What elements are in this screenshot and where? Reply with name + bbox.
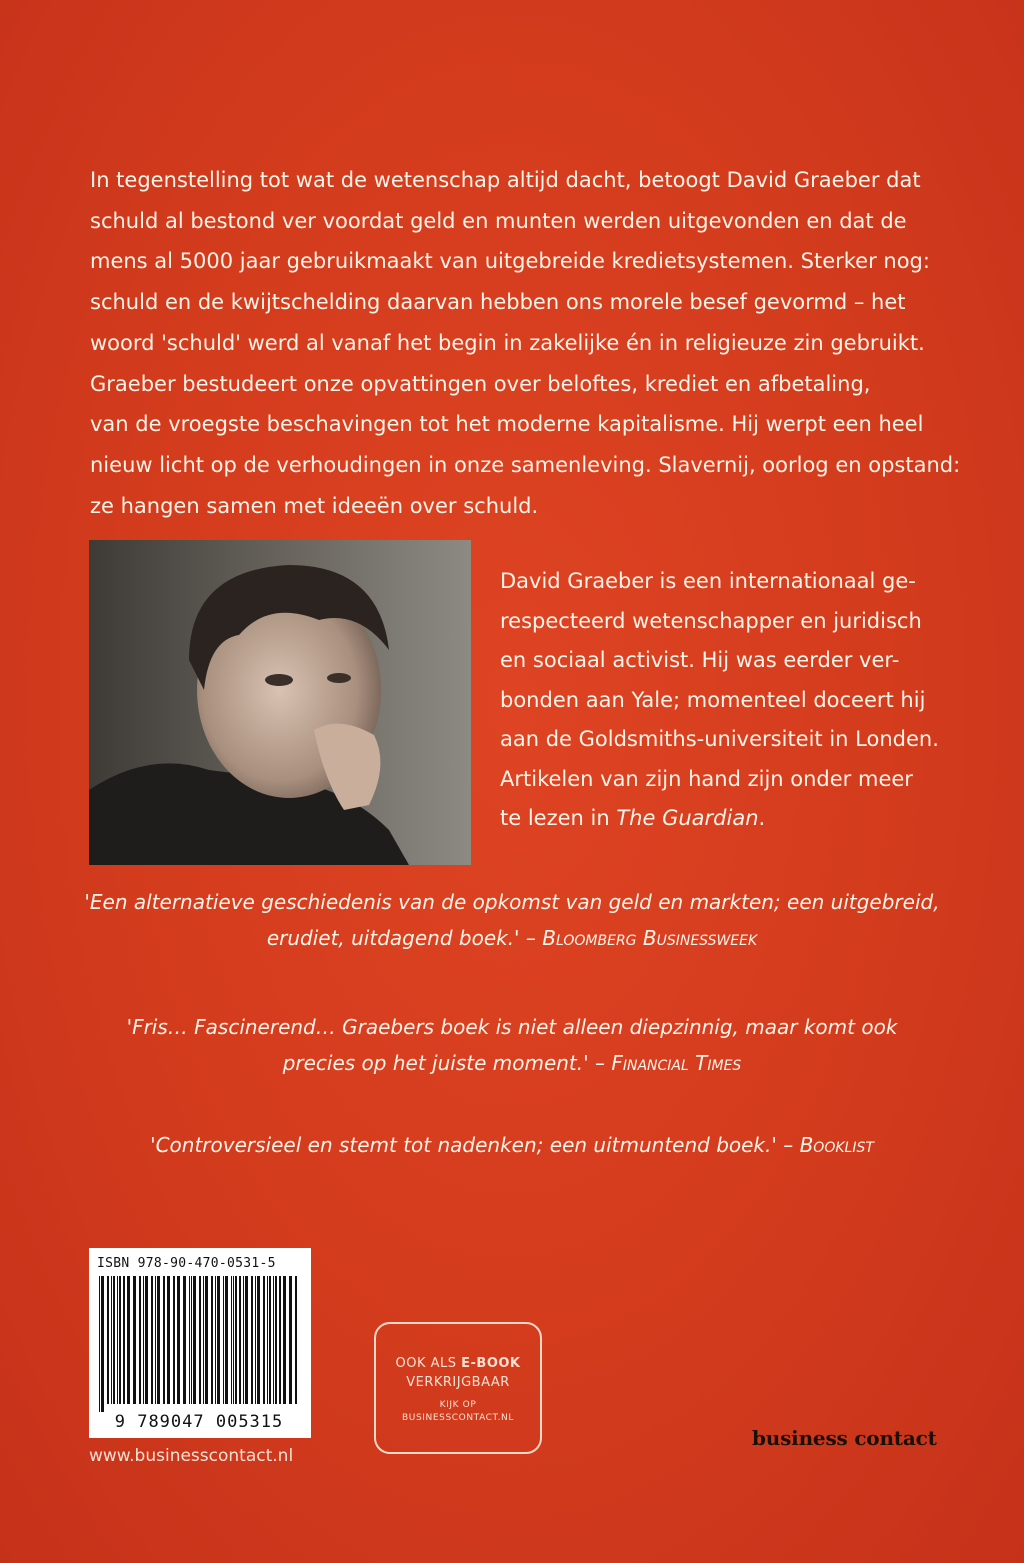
ebook-badge-line3: KIJK OP [439,1400,477,1410]
ebook-badge-line4: BUSINESSCONTACT.NL [402,1413,514,1423]
barcode-bar [203,1276,204,1404]
barcode-bar [199,1276,201,1404]
blurb-line: schuld al bestond ver voordat geld en munten werden uitgevonden en dat de [90,208,907,233]
barcode-bar [123,1276,125,1404]
barcode-bar [211,1276,213,1404]
author-photo [89,540,471,865]
barcode-bar [111,1276,112,1404]
barcode-bar [139,1276,141,1404]
barcode-bar [189,1276,190,1404]
barcode-bar [263,1276,265,1404]
barcode-bar [117,1276,118,1404]
barcode-bar [183,1276,186,1404]
bio-line: bonden aan Yale; momenteel doceert hij [500,687,926,712]
barcode-bar [113,1276,115,1404]
barcode-bar [279,1276,281,1404]
barcode-bar [235,1276,237,1404]
publisher-website[interactable]: www.businesscontact.nl [89,1446,294,1466]
barcode-bar [257,1276,260,1404]
blurb-line: In tegenstelling tot wat de wetenschap altijd dacht, betoogt David Graeber dat [90,168,921,192]
barcode-bar [273,1276,274,1404]
quote-line [60,920,964,956]
barcode-bar [283,1276,286,1404]
ebook-badge-line2: VERKRIJGBAAR [406,1375,510,1390]
barcode-bar [107,1276,109,1404]
quote-source: Financial Times [611,1051,742,1075]
barcode-bar [101,1276,104,1412]
ebook-badge [374,1322,542,1454]
barcode-bar [223,1276,224,1404]
barcode-bar [255,1276,256,1404]
review-quote-bloomberg [60,884,964,956]
ebook-badge-line1 [376,1356,540,1371]
barcode-bar [217,1276,220,1404]
author-portrait-image [89,540,471,865]
isbn-barcode [89,1248,311,1438]
blurb-line: Graeber bestudeert onze opvattingen over beloftes, krediet en afbetaling, [90,371,871,396]
quote-text: erudiet, uitdagend boek.' – [266,926,543,950]
blurb-line: schuld en de kwijtschelding daarvan hebben ons morele besef gevormd – het [90,290,906,315]
ebook-bold: E-BOOK [461,1356,521,1371]
bio-last-line [500,799,940,839]
bio-line: aan de Goldsmiths-universiteit in Londen. [500,727,939,751]
blurb-line: mens al 5000 jaar gebruikmaakt van uitgebreide kredietsystemen. Sterker nog: [90,249,930,274]
quote-source: Booklist [799,1133,874,1157]
bio-line: en sociaal activist. Hij was eerder ver- [500,648,900,672]
barcode-bar [167,1276,170,1404]
barcode-bar [143,1276,144,1404]
quote-line: 'Een alternatieve geschiedenis van de opkomst van geld en markten; een uitgebreid, [84,890,940,914]
review-quote-booklist [60,1127,964,1163]
isbn-label: ISBN [97,1256,130,1271]
barcode-bar [239,1276,241,1404]
bio-line: Artikelen van zijn hand zijn onder meer [500,766,913,791]
barcode-bar [163,1276,165,1404]
barcode-bar [99,1276,100,1412]
barcode-bar [245,1276,248,1404]
barcode-bar [295,1276,297,1404]
newspaper-title: The Guardian [616,806,759,830]
back-cover-blurb [90,160,961,526]
barcode-bar [133,1276,136,1404]
barcode-bar [173,1276,175,1404]
barcode-bar [267,1276,268,1404]
blurb-line: van de vroegste beschavingen tot het moderne kapitalisme. Hij werpt een heel [90,412,924,437]
author-bio [500,562,940,839]
barcode-bar [151,1276,153,1404]
bio-last-line-prefix: te lezen in [500,806,617,830]
review-quote-financial-times [60,1009,964,1081]
barcode-bar [215,1276,216,1404]
quote-text: 'Controversieel en stemt tot nadenken; een uitmuntend boek.' – [150,1133,800,1157]
barcode-bar [269,1276,271,1404]
quote-line [60,1045,964,1081]
barcode-bar [275,1276,277,1404]
barcode-digits: 9 789047 005315 [114,1412,284,1432]
barcode-bar [289,1276,292,1404]
bio-line: respecteerd wetenschapper en juridisch [500,608,922,633]
isbn-number: 978-90-470-0531-5 [137,1256,276,1271]
barcode-bar [231,1276,232,1404]
bio-line: David Graeber is een internationaal ge- [500,569,916,593]
barcode-bar [193,1276,196,1404]
barcode-bar [127,1276,130,1404]
barcode-bar [177,1276,180,1404]
quote-line [60,1127,964,1163]
barcode-bar [225,1276,228,1404]
quote-source: Bloomberg Businessweek [542,926,758,950]
barcode-bar [191,1276,192,1404]
barcode-bars [95,1276,305,1412]
barcode-bar [157,1276,160,1404]
barcode-bar [205,1276,208,1404]
quote-text: precies op het juiste moment.' – [282,1051,612,1075]
blurb-line: nieuw licht op de verhoudingen in onze samenleving. Slavernij, oorlog en opstand: [90,452,961,477]
quote-line: 'Fris… Fascinerend… Graebers boek is niet alleen diepzinnig, maar komt ook [126,1015,898,1039]
barcode-bar [119,1276,121,1404]
publisher-logo: business contact [752,1426,937,1450]
barcode-bar [233,1276,234,1404]
bio-last-line-suffix: . [758,806,766,830]
isbn-text [97,1256,303,1271]
barcode-bar [251,1276,253,1404]
ebook-prefix: OOK ALS [395,1356,462,1371]
barcode-bar [145,1276,148,1404]
barcode-bar [243,1276,244,1404]
blurb-line: ze hangen samen met ideeën over schuld. [90,493,539,518]
blurb-line: woord 'schuld' werd al vanaf het begin in zakelijke én in religieuze zin gebruikt. [90,330,925,355]
barcode-bar [155,1276,156,1404]
